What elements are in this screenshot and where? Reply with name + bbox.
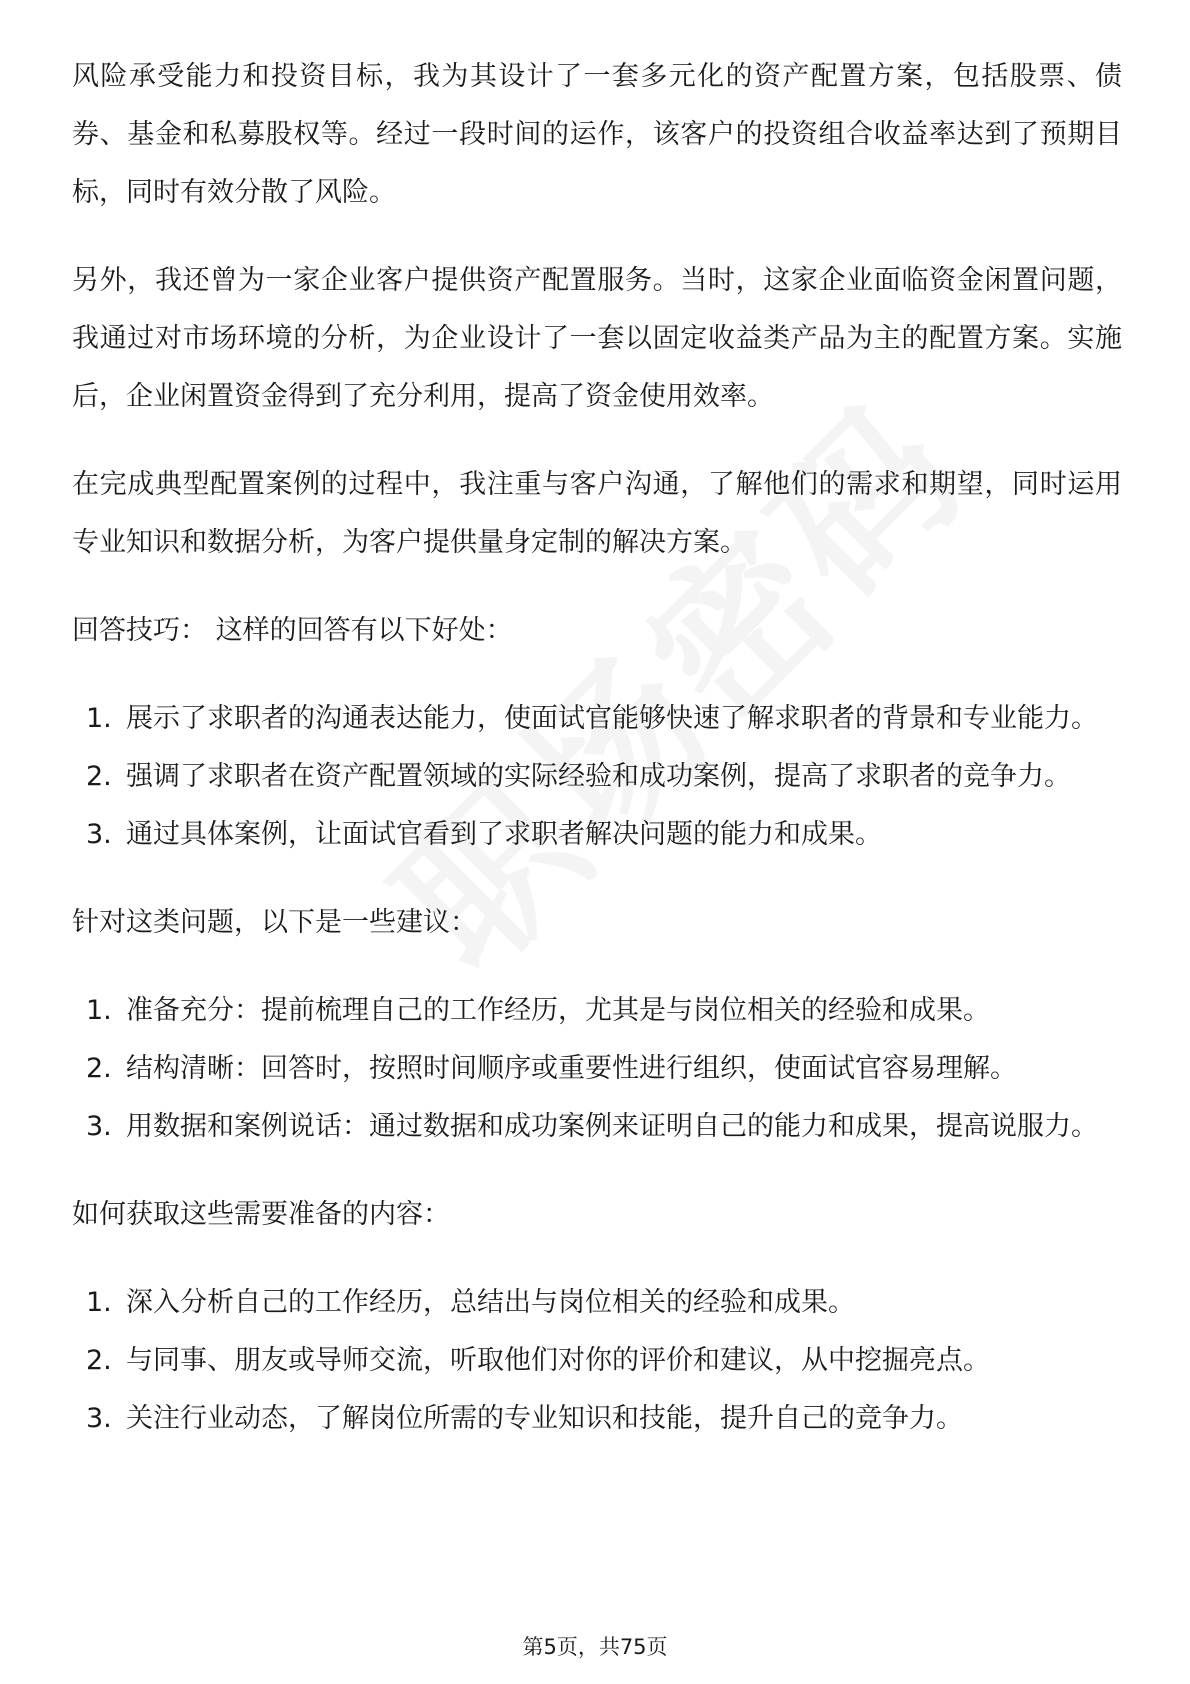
list-item <box>72 748 1122 806</box>
list-item <box>72 1040 1122 1098</box>
document-content <box>72 48 1122 1478</box>
tips-list <box>72 690 1122 864</box>
advice-list <box>72 982 1122 1156</box>
page-number: 第5页，共75页 <box>522 1635 668 1659</box>
list-item-text: 关注行业动态，了解岗位所需的专业知识和技能，提升自己的竞争力。 <box>126 1403 963 1434</box>
list-item-text: 准备充分：提前梳理自己的工作经历，尤其是与岗位相关的经验和成果。 <box>126 995 990 1026</box>
prepare-list <box>72 1274 1122 1448</box>
list-item-text: 与同事、朋友或导师交流，听取他们对你的评价和建议，从中挖掘亮点。 <box>126 1345 990 1376</box>
list-item-number: 3. <box>86 1403 112 1434</box>
tips-heading: 回答技巧： 这样的回答有以下好处： <box>72 615 513 646</box>
list-item <box>72 1390 1122 1448</box>
paragraph-case-2: 另外，我还曾为一家企业客户提供资产配置服务。当时，这家企业面临资金闲置问题，我通过对市场环境的分析，为企业设计了一套以固定收益类产品为主的配置方案。实施后，企业闲置资金得到了充分利用，提高了资金使用效率。 <box>72 265 1122 412</box>
list-item <box>72 1098 1122 1156</box>
prepare-heading: 如何获取这些需要准备的内容： <box>72 1199 450 1230</box>
list-item <box>72 1274 1122 1332</box>
list-item-text: 用数据和案例说话：通过数据和成功案例来证明自己的能力和成果，提高说服力。 <box>126 1111 1098 1142</box>
list-item-number: 3. <box>86 819 112 850</box>
list-item <box>72 982 1122 1040</box>
paragraph-summary: 在完成典型配置案例的过程中，我注重与客户沟通，了解他们的需求和期望，同时运用专业知识和数据分析，为客户提供量身定制的解决方案。 <box>72 469 1122 558</box>
list-item <box>72 1332 1122 1390</box>
list-item-text: 深入分析自己的工作经历，总结出与岗位相关的经验和成果。 <box>126 1287 855 1318</box>
list-item-number: 1. <box>86 995 112 1026</box>
list-item <box>72 690 1122 748</box>
list-item-number: 2. <box>86 761 112 792</box>
advice-heading: 针对这类问题，以下是一些建议： <box>72 907 477 938</box>
paragraph-case-1: 风险承受能力和投资目标，我为其设计了一套多元化的资产配置方案，包括股票、债券、基金和私募股权等。经过一段时间的运作，该客户的投资组合收益率达到了预期目标，同时有效分散了风险。 <box>72 61 1122 208</box>
list-item-number: 1. <box>86 1287 112 1318</box>
list-item-number: 1. <box>86 703 112 734</box>
list-item <box>72 806 1122 864</box>
list-item-text: 通过具体案例，让面试官看到了求职者解决问题的能力和成果。 <box>126 819 882 850</box>
list-item-text: 结构清晰：回答时，按照时间顺序或重要性进行组织，使面试官容易理解。 <box>126 1053 1017 1084</box>
list-item-number: 2. <box>86 1053 112 1084</box>
list-item-number: 2. <box>86 1345 112 1376</box>
list-item-number: 3. <box>86 1111 112 1142</box>
list-item-text: 展示了求职者的沟通表达能力，使面试官能够快速了解求职者的背景和专业能力。 <box>126 703 1098 734</box>
list-item-text: 强调了求职者在资产配置领域的实际经验和成功案例，提高了求职者的竞争力。 <box>126 761 1071 792</box>
